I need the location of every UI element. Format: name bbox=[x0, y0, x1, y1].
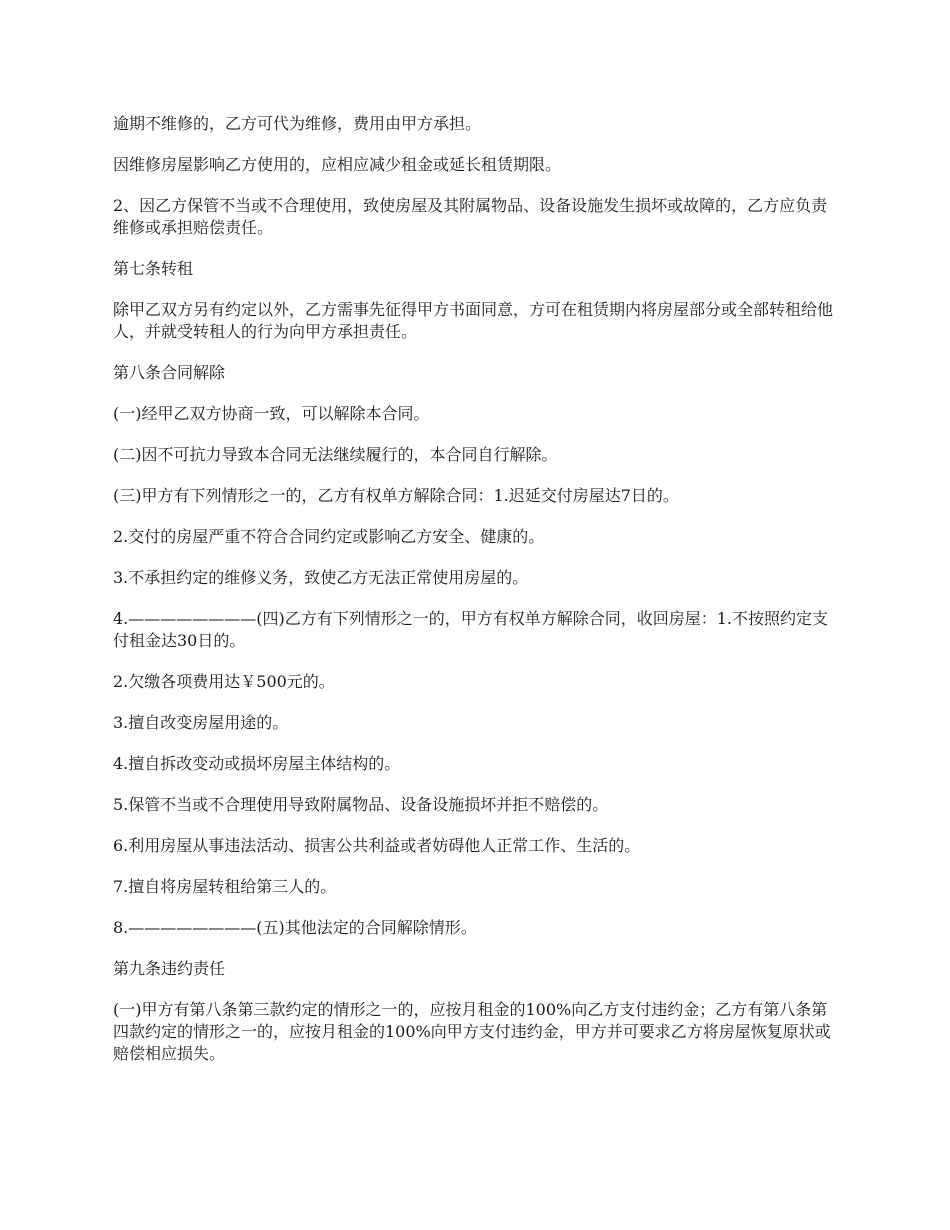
paragraph-sublease-terms: 除甲乙双方另有约定以外，乙方需事先征得甲方书面同意，方可在租赁期内将房屋部分或全部转租给他人，并就受转租人的行为向甲方承担责任。 bbox=[113, 300, 834, 341]
paragraph-overdue-repair: 逾期不维修的，乙方可代为维修，费用由甲方承担。 bbox=[113, 114, 482, 133]
paragraph-termination-4: 4.————————(四)乙方有下列情形之一的，甲方有权单方解除合同，收回房屋：1.不按照约定支付租金达30日的。 bbox=[113, 609, 829, 650]
heading-article-9-liability: 第九条违约责任 bbox=[113, 959, 226, 978]
document-page bbox=[113, 113, 837, 1084]
list-item: 3.擅自改变房屋用途的。 bbox=[113, 713, 289, 732]
paragraph-termination-2: (二)因不可抗力导致本合同无法继续履行的，本合同自行解除。 bbox=[113, 445, 558, 464]
list-item: 5.保管不当或不合理使用导致附属物品、设备设施损坏并拒不赔偿的。 bbox=[113, 795, 609, 814]
paragraph-termination-1: (一)经甲乙双方协商一致，可以解除本合同。 bbox=[113, 404, 430, 423]
list-item: 7.擅自将房屋转租给第三人的。 bbox=[113, 877, 337, 896]
paragraph-liability-1: (一)甲方有第八条第三款约定的情形之一的，应按月租金的100%向乙方支付违约金；乙方有第八条第四款约定的情形之一的，应按月租金的100%向甲方支付违约金，甲方并可要求乙方将房屋恢复原状或赔偿相应损失。 bbox=[113, 1000, 831, 1063]
heading-article-8-termination: 第八条合同解除 bbox=[113, 363, 226, 382]
list-item: 2.交付的房屋严重不符合合同约定或影响乙方安全、健康的。 bbox=[113, 527, 545, 546]
paragraph-termination-5: 8.————————(五)其他法定的合同解除情形。 bbox=[113, 918, 477, 937]
paragraph-termination-3: (三)甲方有下列情形之一的，乙方有权单方解除合同：1.迟延交付房屋达7日的。 bbox=[113, 486, 679, 505]
paragraph-repair-impact: 因维修房屋影响乙方使用的，应相应减少租金或延长租赁期限。 bbox=[113, 155, 562, 174]
heading-article-7-sublease: 第七条转租 bbox=[113, 259, 194, 278]
list-item: 3.不承担约定的维修义务，致使乙方无法正常使用房屋的。 bbox=[113, 568, 529, 587]
list-item: 2.欠缴各项费用达￥500元的。 bbox=[113, 672, 335, 691]
list-item: 4.擅自拆改变动或损坏房屋主体结构的。 bbox=[113, 754, 401, 773]
list-item: 6.利用房屋从事违法活动、损害公共利益或者妨碍他人正常工作、生活的。 bbox=[113, 836, 641, 855]
paragraph-tenant-damage: 2、因乙方保管不当或不合理使用，致使房屋及其附属物品、设备设施发生损坏或故障的，乙方应负责维修或承担赔偿责任。 bbox=[113, 196, 828, 237]
